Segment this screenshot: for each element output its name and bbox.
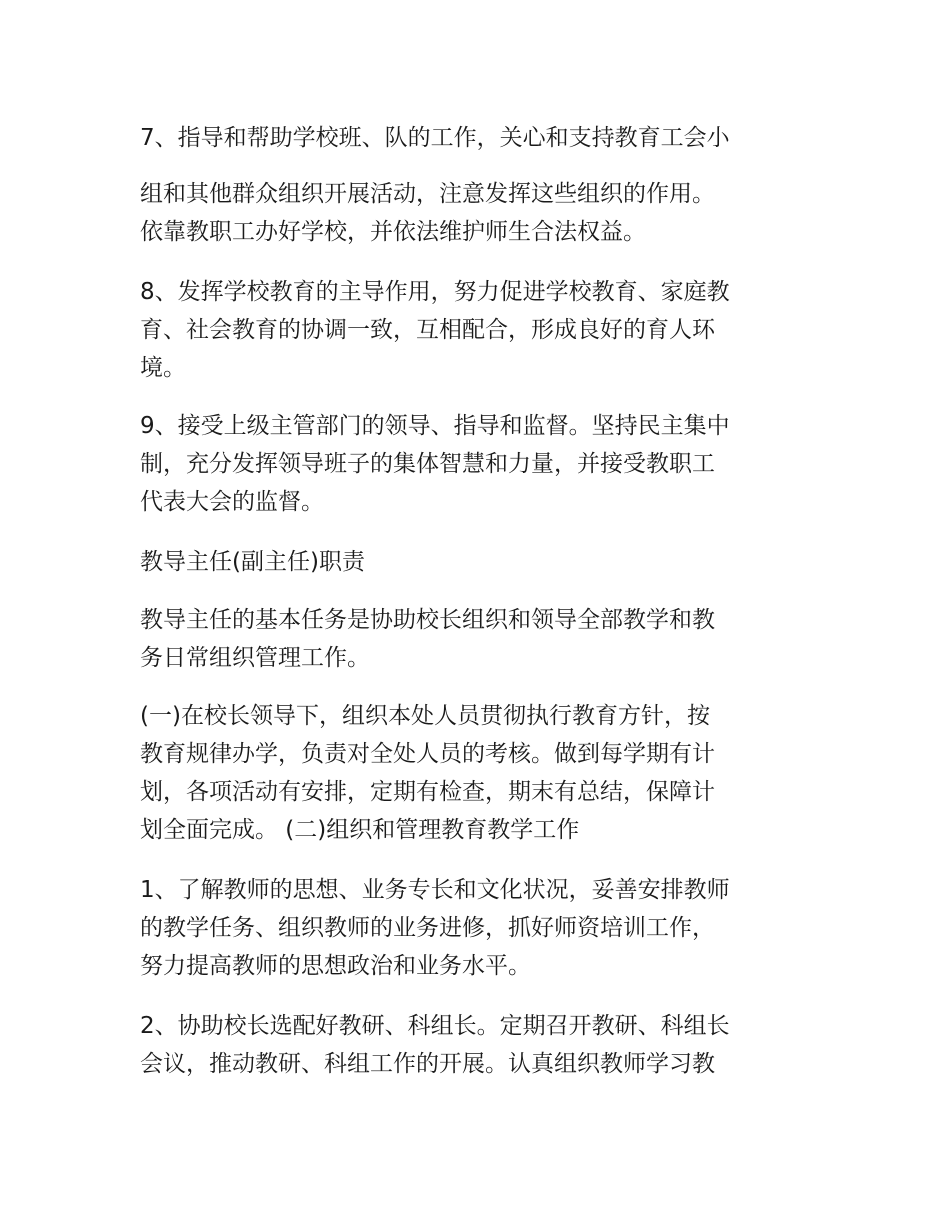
text-line: 7、指导和帮助学校班、队的工作，关心和支持教育工会小 bbox=[140, 125, 730, 151]
text-line: 1、了解教师的思想、业务专长和文化状况，妥善安排教师 bbox=[140, 877, 730, 903]
text-line: 教育规律办学，负责对全处人员的考核。做到每学期有计 bbox=[140, 741, 715, 767]
text-line: 依靠教职工办好学校，并依法维护师生合法权益。 bbox=[140, 219, 646, 245]
text-line: 9、接受上级主管部门的领导、指导和监督。坚持民主集中 bbox=[140, 413, 730, 439]
text-line: 划全面完成。 (二)组织和管理教育教学工作 bbox=[140, 817, 580, 843]
text-line: 划，各项活动有安排，定期有检查，期末有总结，保障计 bbox=[140, 779, 715, 805]
paragraph-item-9 bbox=[140, 407, 820, 521]
paragraph-item-8 bbox=[140, 273, 820, 387]
text-line: 务日常组织管理工作。 bbox=[140, 645, 370, 671]
text-line: 境。 bbox=[140, 355, 186, 381]
heading-text: 教导主任(副主任)职责 bbox=[140, 549, 365, 575]
section-heading bbox=[140, 543, 820, 581]
text-line: 努力提高教师的思想政治和业务水平。 bbox=[140, 953, 531, 979]
text-line: 组和其他群众组织开展活动，注意发挥这些组织的作用。 bbox=[140, 181, 715, 207]
paragraph-item-7 bbox=[140, 119, 820, 251]
text-line: 会议，推动教研、科组工作的开展。认真组织教师学习教 bbox=[140, 1051, 715, 1077]
text-line: (一)在校长领导下，组织本处人员贯彻执行教育方针，按 bbox=[140, 703, 710, 729]
paragraph-item-1 bbox=[140, 871, 820, 985]
text-line: 2、协助校长选配好教研、科组长。定期召开教研、科组长 bbox=[140, 1013, 730, 1039]
text-line: 的教学任务、组织教师的业务进修，抓好师资培训工作， bbox=[140, 915, 715, 941]
text-line: 制，充分发挥领导班子的集体智慧和力量，并接受教职工 bbox=[140, 451, 715, 477]
text-line: 8、发挥学校教育的主导作用，努力促进学校教育、家庭教 bbox=[140, 279, 730, 305]
text-line: 育、社会教育的协调一致，互相配合，形成良好的育人环 bbox=[140, 317, 715, 343]
text-line: 教导主任的基本任务是协助校长组织和领导全部教学和教 bbox=[140, 607, 715, 633]
text-line: 代表大会的监督。 bbox=[140, 489, 324, 515]
paragraph-basic-task bbox=[140, 601, 820, 677]
paragraph-item-2 bbox=[140, 1007, 820, 1083]
paragraph-section-one bbox=[140, 697, 820, 849]
